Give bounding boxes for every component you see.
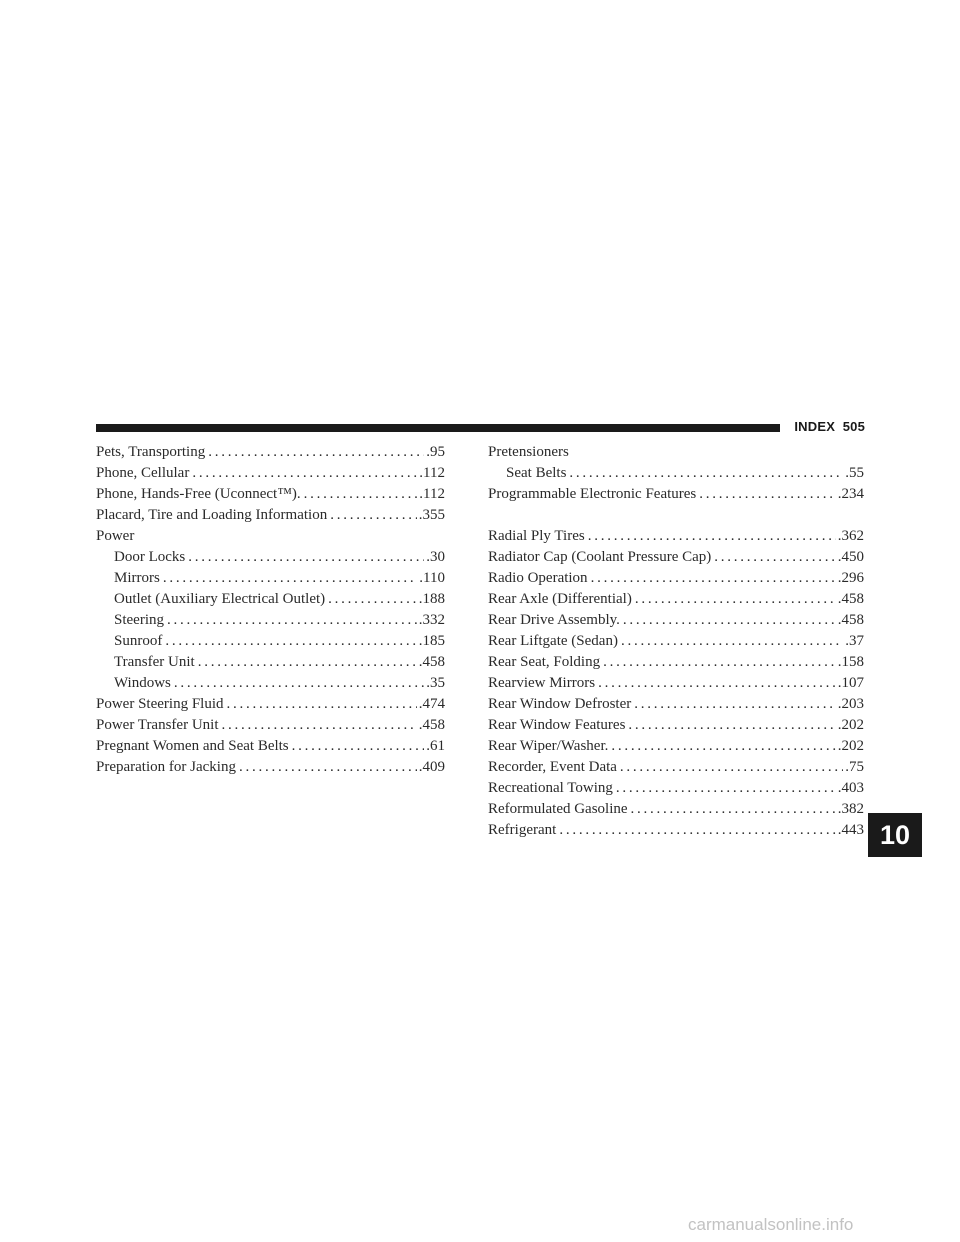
index-subentry[interactable] (96, 673, 445, 694)
index-entry[interactable] (96, 442, 445, 463)
page-header (790, 419, 865, 434)
entry-page-number[interactable]: .234 (837, 486, 864, 502)
dot-leader (620, 757, 843, 778)
dot-leader (188, 547, 424, 568)
entry-page-number[interactable]: .202 (837, 717, 864, 733)
index-subentry[interactable] (96, 568, 445, 589)
entry-label: Sunroof (114, 633, 163, 649)
dot-leader (699, 484, 835, 505)
index-entry[interactable] (488, 694, 864, 715)
entry-page-number[interactable]: .296 (837, 570, 864, 586)
dot-leader (174, 673, 424, 694)
index-entry[interactable] (488, 610, 864, 631)
entry-label: Preparation for Jacking (96, 759, 236, 775)
dot-leader (292, 736, 425, 757)
page-number: 505 (842, 419, 865, 434)
dot-leader (328, 589, 417, 610)
index-entry[interactable] (96, 484, 445, 505)
index-entry[interactable] (96, 715, 445, 736)
entry-label: Rear Liftgate (Sedan) (488, 633, 618, 649)
index-entry[interactable] (488, 484, 864, 505)
dot-leader (628, 715, 835, 736)
dot-leader (167, 610, 417, 631)
section-label: INDEX (794, 419, 836, 434)
index-entry[interactable] (488, 673, 864, 694)
dot-leader (227, 694, 417, 715)
entry-label: Power Transfer Unit (96, 717, 219, 733)
entry-label: Mirrors (114, 570, 160, 586)
entry-label: Recreational Towing (488, 780, 613, 796)
entry-page-number[interactable]: .403 (837, 780, 864, 796)
dot-leader (165, 631, 416, 652)
entry-label: Door Locks (114, 549, 186, 565)
watermark: carmanualsonline.info (688, 1215, 854, 1234)
dot-leader (222, 715, 417, 736)
index-subentry[interactable] (96, 631, 445, 652)
dot-leader (569, 463, 843, 484)
entry-page-number[interactable]: .158 (837, 654, 864, 670)
index-entry[interactable] (96, 694, 445, 715)
entry-page-number[interactable]: .75 (845, 759, 864, 775)
dot-leader (304, 484, 418, 505)
dot-leader (591, 568, 836, 589)
entry-label: Recorder, Event Data (488, 759, 617, 775)
entry-label: Reformulated Gasoline (488, 801, 628, 817)
dot-leader (611, 736, 835, 757)
index-entry[interactable] (96, 736, 445, 757)
index-entry (96, 526, 445, 547)
entry-label: Rear Drive Assembly. (488, 612, 620, 628)
dot-leader (588, 526, 836, 547)
entry-page-number[interactable]: .107 (837, 675, 864, 691)
entry-label: Outlet (Auxiliary Electrical Outlet) (114, 591, 326, 607)
entry-label: Pets, Transporting (96, 444, 206, 460)
index-entry[interactable] (488, 757, 864, 778)
index-entry[interactable] (96, 505, 445, 526)
dot-leader (163, 568, 417, 589)
entry-page-number[interactable]: .458 (837, 612, 864, 628)
index-entry[interactable] (488, 547, 864, 568)
index-subentry[interactable] (96, 547, 445, 568)
index-column-left (96, 442, 445, 778)
entry-label: Transfer Unit (114, 654, 195, 670)
index-entry[interactable] (96, 463, 445, 484)
chapter-tab[interactable]: 10 (868, 813, 922, 857)
entry-page-number[interactable]: .55 (845, 465, 864, 481)
dot-leader (616, 778, 836, 799)
index-entry[interactable] (488, 631, 864, 652)
dot-leader (198, 652, 417, 673)
dot-leader (623, 610, 836, 631)
entry-page-number[interactable]: .362 (837, 528, 864, 544)
index-entry[interactable] (488, 652, 864, 673)
entry-page-number[interactable]: .37 (845, 633, 864, 649)
entry-page-number[interactable]: .443 (837, 822, 864, 838)
entry-label: Rear Axle (Differential) (488, 591, 632, 607)
dot-leader (598, 673, 836, 694)
dot-leader (603, 652, 836, 673)
entry-label: Phone, Hands-Free (Uconnect™). (96, 486, 301, 502)
entry-page-number[interactable]: .188 (418, 591, 445, 607)
dot-leader (634, 694, 836, 715)
entry-label: Pregnant Women and Seat Belts (96, 738, 289, 754)
entry-page-number[interactable]: .30 (426, 549, 445, 565)
entry-label: Refrigerant (488, 822, 557, 838)
entry-label: Rear Window Features (488, 717, 626, 733)
index-subentry[interactable] (96, 589, 445, 610)
entry-label: Pretensioners (488, 444, 569, 460)
entry-label: Phone, Cellular (96, 465, 190, 481)
entry-label: Rear Wiper/Washer. (488, 738, 609, 754)
entry-page-number[interactable]: .203 (837, 696, 864, 712)
index-entry[interactable] (488, 820, 864, 841)
index-gap (488, 505, 864, 526)
index-entry[interactable] (488, 568, 864, 589)
dot-leader (631, 799, 836, 820)
entry-label: Rear Seat, Folding (488, 654, 601, 670)
entry-label: Rear Window Defroster (488, 696, 632, 712)
header-rule (96, 424, 780, 432)
entry-page-number[interactable]: .458 (837, 591, 864, 607)
entry-label: Power (96, 528, 135, 544)
entry-page-number[interactable]: .458 (418, 717, 445, 733)
index-entry[interactable] (488, 526, 864, 547)
index-entry[interactable] (488, 778, 864, 799)
index-subentry[interactable] (96, 610, 445, 631)
entry-page-number[interactable]: .458 (418, 654, 445, 670)
entry-page-number[interactable]: .61 (426, 738, 445, 754)
entry-page-number[interactable]: .382 (837, 801, 864, 817)
index-entry[interactable] (488, 589, 864, 610)
entry-page-number[interactable]: .450 (837, 549, 864, 565)
entry-page-number[interactable]: .95 (426, 444, 445, 460)
entry-page-number[interactable]: .355 (418, 507, 445, 523)
entry-page-number[interactable]: .35 (426, 675, 445, 691)
entry-page-number[interactable]: .112 (419, 486, 445, 502)
dot-leader (208, 442, 424, 463)
dot-leader (330, 505, 417, 526)
index-column-right (488, 442, 864, 841)
entry-label: Power Steering Fluid (96, 696, 224, 712)
entry-label: Radiator Cap (Coolant Pressure Cap) (488, 549, 712, 565)
entry-label: Rearview Mirrors (488, 675, 596, 691)
entry-page-number[interactable]: .112 (419, 465, 445, 481)
index-entry (488, 442, 864, 463)
entry-label: Programmable Electronic Features (488, 486, 697, 502)
dot-leader (559, 820, 835, 841)
index-entry[interactable] (488, 715, 864, 736)
entry-label: Seat Belts (506, 465, 567, 481)
dot-leader (239, 757, 417, 778)
dot-leader (635, 589, 836, 610)
index-subentry[interactable] (488, 463, 864, 484)
entry-label: Steering (114, 612, 164, 628)
entry-page-number[interactable]: .202 (837, 738, 864, 754)
dot-leader (621, 631, 843, 652)
dot-leader (714, 547, 835, 568)
entry-page-number[interactable]: .185 (418, 633, 445, 649)
entry-label: Radial Ply Tires (488, 528, 585, 544)
index-entry[interactable] (96, 757, 445, 778)
index-entry[interactable] (488, 736, 864, 757)
entry-page-number[interactable]: .110 (419, 570, 445, 586)
entry-page-number[interactable]: .332 (418, 612, 445, 628)
entry-page-number[interactable]: .409 (418, 759, 445, 775)
entry-label: Windows (114, 675, 171, 691)
entry-page-number[interactable]: .474 (418, 696, 445, 712)
entry-label: Placard, Tire and Loading Information (96, 507, 328, 523)
entry-label: Radio Operation (488, 570, 588, 586)
index-subentry[interactable] (96, 652, 445, 673)
index-entry[interactable] (488, 799, 864, 820)
dot-leader (192, 463, 417, 484)
